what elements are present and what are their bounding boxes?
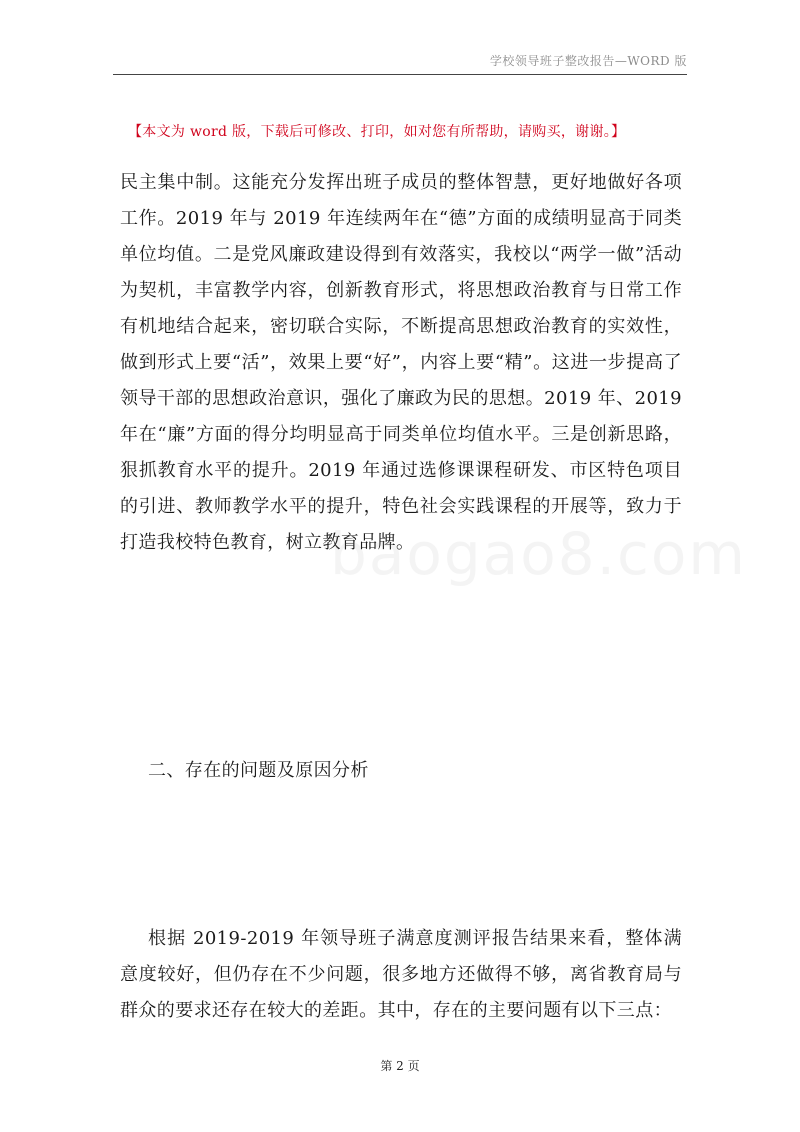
document-header-title: 学校领导班子整改报告—WORD 版 <box>489 54 687 68</box>
watermark-text: baogao8.com <box>330 520 747 588</box>
body-paragraph-1: 民主集中制。这能充分发挥出班子成员的整体智慧，更好地做好各项工作。2019 年与 2019 年连续两年在“德”方面的成绩明显高于同类单位均值。二是党风廉政建设得到有效落实，我校以“两学一做”活动为契机，丰富教学内容，创新教育形式，将思想政治教育与日常工作有机地结合起来，密切联合实际，不断提高思想政治教育的实效性，做到形式上要“活”，效果上要“好”，内容上要“精”。这进一步提高了领导干部的思想政治意识，强化了廉政为民的思想。2019 年、2019 年在“廉”方面的得分均明显高于同类单位均值水平。三是创新思路，狠抓教育水平的提升。2019 年通过选修课课程研发、市区特色项目的引进、教师教学水平的提升，特色社会实践课程的开展等，致力于打造我校特色教育，树立教育品牌。 <box>120 172 682 553</box>
download-notice: 【本文为 word 版，下载后可修改、打印，如对您有所帮助，请购买，谢谢。】 <box>128 124 626 140</box>
body-paragraph-2: 根据 2019-2019 年领导班子满意度测评报告结果来看，整体满意度较好，但仍存在不少问题，很多地方还做得不够，离省教育局与群众的要求还存在较大的差距。其中，存在的主要问题有以下三点： <box>120 928 682 1021</box>
header-divider <box>113 74 687 75</box>
page-number: 第 2 页 <box>380 1059 420 1073</box>
section-heading: 二、存在的问题及原因分析 <box>148 760 369 781</box>
